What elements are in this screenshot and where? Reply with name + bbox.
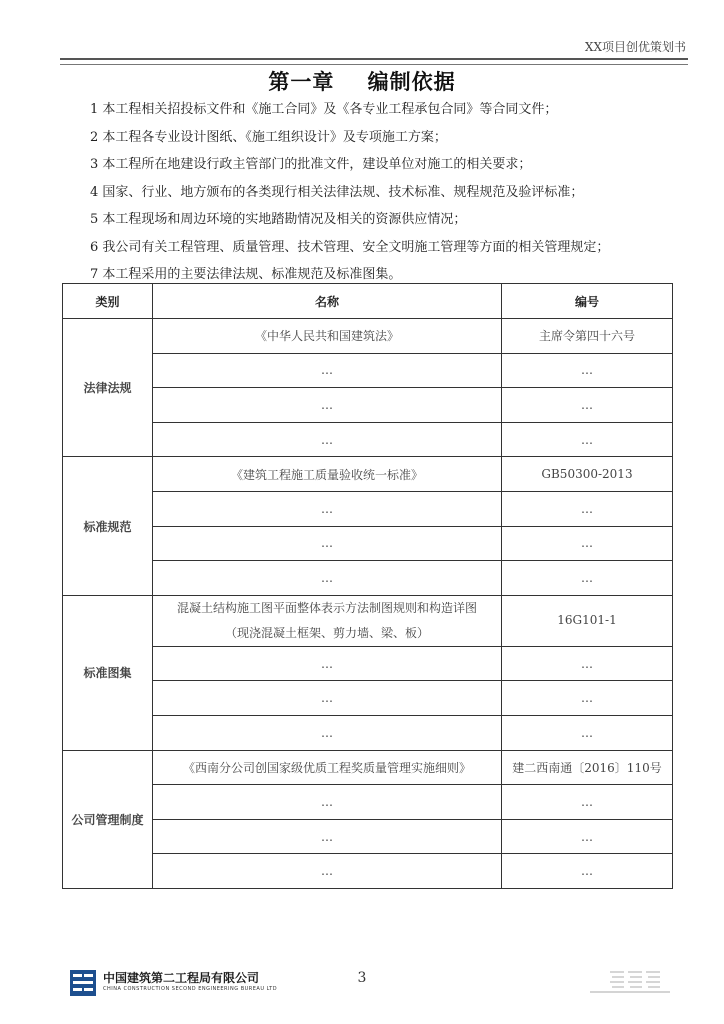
code-cell: 建二西南通〔2016〕110号 [502, 750, 673, 785]
code-cell: … [502, 561, 673, 596]
reference-table [62, 283, 673, 889]
basis-item: 7 本工程采用的主要法律法规、标准规范及标准图集。 [90, 267, 402, 282]
document-title: XX项目创优策划书 [584, 40, 686, 54]
name-cell: … [153, 526, 502, 561]
code-cell: … [502, 785, 673, 820]
name-cell: … [153, 422, 502, 457]
header-code: 编号 [502, 284, 673, 319]
category-cell: 标准图集 [63, 595, 153, 750]
table-row [63, 646, 673, 681]
header-name: 名称 [153, 284, 502, 319]
category-cell: 公司管理制度 [63, 750, 153, 888]
name-cell: … [153, 388, 502, 423]
name-cell: … [153, 785, 502, 820]
basis-item: 3 本工程所在地建设行政主管部门的批准文件，建设单位对施工的相关要求； [90, 157, 532, 172]
name-line: 混凝土结构施工图平面整体表示方法制图规则和构造详图 [176, 600, 477, 615]
table-row [63, 595, 673, 646]
name-cell: … [153, 681, 502, 716]
company-name: 中国建筑第二工程局有限公司 [103, 971, 260, 985]
name-cell [153, 595, 502, 646]
basis-item: 4 国家、行业、地方颁布的各类现行相关法律法规、技术标准、规程规范及验评标准； [90, 184, 584, 200]
category-cell: 法律法规 [63, 319, 153, 457]
basis-item: 2 本工程各专业设计图纸、《施工组织设计》及专项施工方案； [90, 129, 447, 145]
name-cell: … [153, 353, 502, 388]
name-cell: … [153, 561, 502, 596]
table-row [63, 457, 673, 492]
code-cell: … [502, 388, 673, 423]
code-cell: … [502, 422, 673, 457]
name-cell: … [153, 491, 502, 526]
header-category: 类别 [63, 284, 153, 319]
table-row [63, 388, 673, 423]
chapter-title: 第一章 编制依据 [268, 70, 456, 94]
code-cell: … [502, 646, 673, 681]
basis-item: 5 本工程现场和周边环境的实地踏勘情况及相关的资源供应情况； [90, 212, 467, 227]
table-row [63, 750, 673, 785]
name-line: （现浇混凝土框架、剪力墙、梁、板） [224, 625, 429, 640]
name-cell: 《西南分公司创国家级优质工程奖质量管理实施细则》 [153, 750, 502, 785]
table-row [63, 319, 673, 354]
table-row [63, 715, 673, 750]
code-cell: … [502, 715, 673, 750]
code-cell: … [502, 819, 673, 854]
category-cell: 标准规范 [63, 457, 153, 595]
name-cell: 《建筑工程施工质量验收统一标准》 [153, 457, 502, 492]
table-row [63, 353, 673, 388]
name-cell: … [153, 646, 502, 681]
code-cell: … [502, 854, 673, 889]
table-row [63, 854, 673, 889]
table-row [63, 491, 673, 526]
code-cell: 主席令第四十六号 [502, 319, 673, 354]
code-cell: … [502, 353, 673, 388]
code-cell: … [502, 681, 673, 716]
name-cell: … [153, 715, 502, 750]
name-cell: … [153, 819, 502, 854]
code-cell: … [502, 491, 673, 526]
name-cell: 《中华人民共和国建筑法》 [153, 319, 502, 354]
basis-item: 1 本工程相关招投标文件和《施工合同》及《各专业工程承包合同》等合同文件； [90, 102, 558, 117]
code-cell: GB50300-2013 [502, 457, 673, 492]
table-row [63, 561, 673, 596]
table-row [63, 681, 673, 716]
basis-item: 6 我公司有关工程管理、质量管理、技术管理、安全文明施工管理等方面的相关管理规定； [90, 239, 610, 255]
basis-list [90, 100, 609, 293]
code-cell: … [502, 526, 673, 561]
table-row [63, 422, 673, 457]
name-cell: … [153, 854, 502, 889]
table-row [63, 819, 673, 854]
table-header-row [63, 284, 673, 319]
header-rule [60, 58, 688, 65]
table-row [63, 526, 673, 561]
page-number: 3 [357, 970, 367, 986]
company-name-en: CHINA CONSTRUCTION SECOND ENGINEERING BUREAU LTD [103, 986, 278, 992]
decorative-stripes-icon [590, 968, 670, 998]
table-row [63, 785, 673, 820]
code-cell: 16G101-1 [502, 595, 673, 646]
